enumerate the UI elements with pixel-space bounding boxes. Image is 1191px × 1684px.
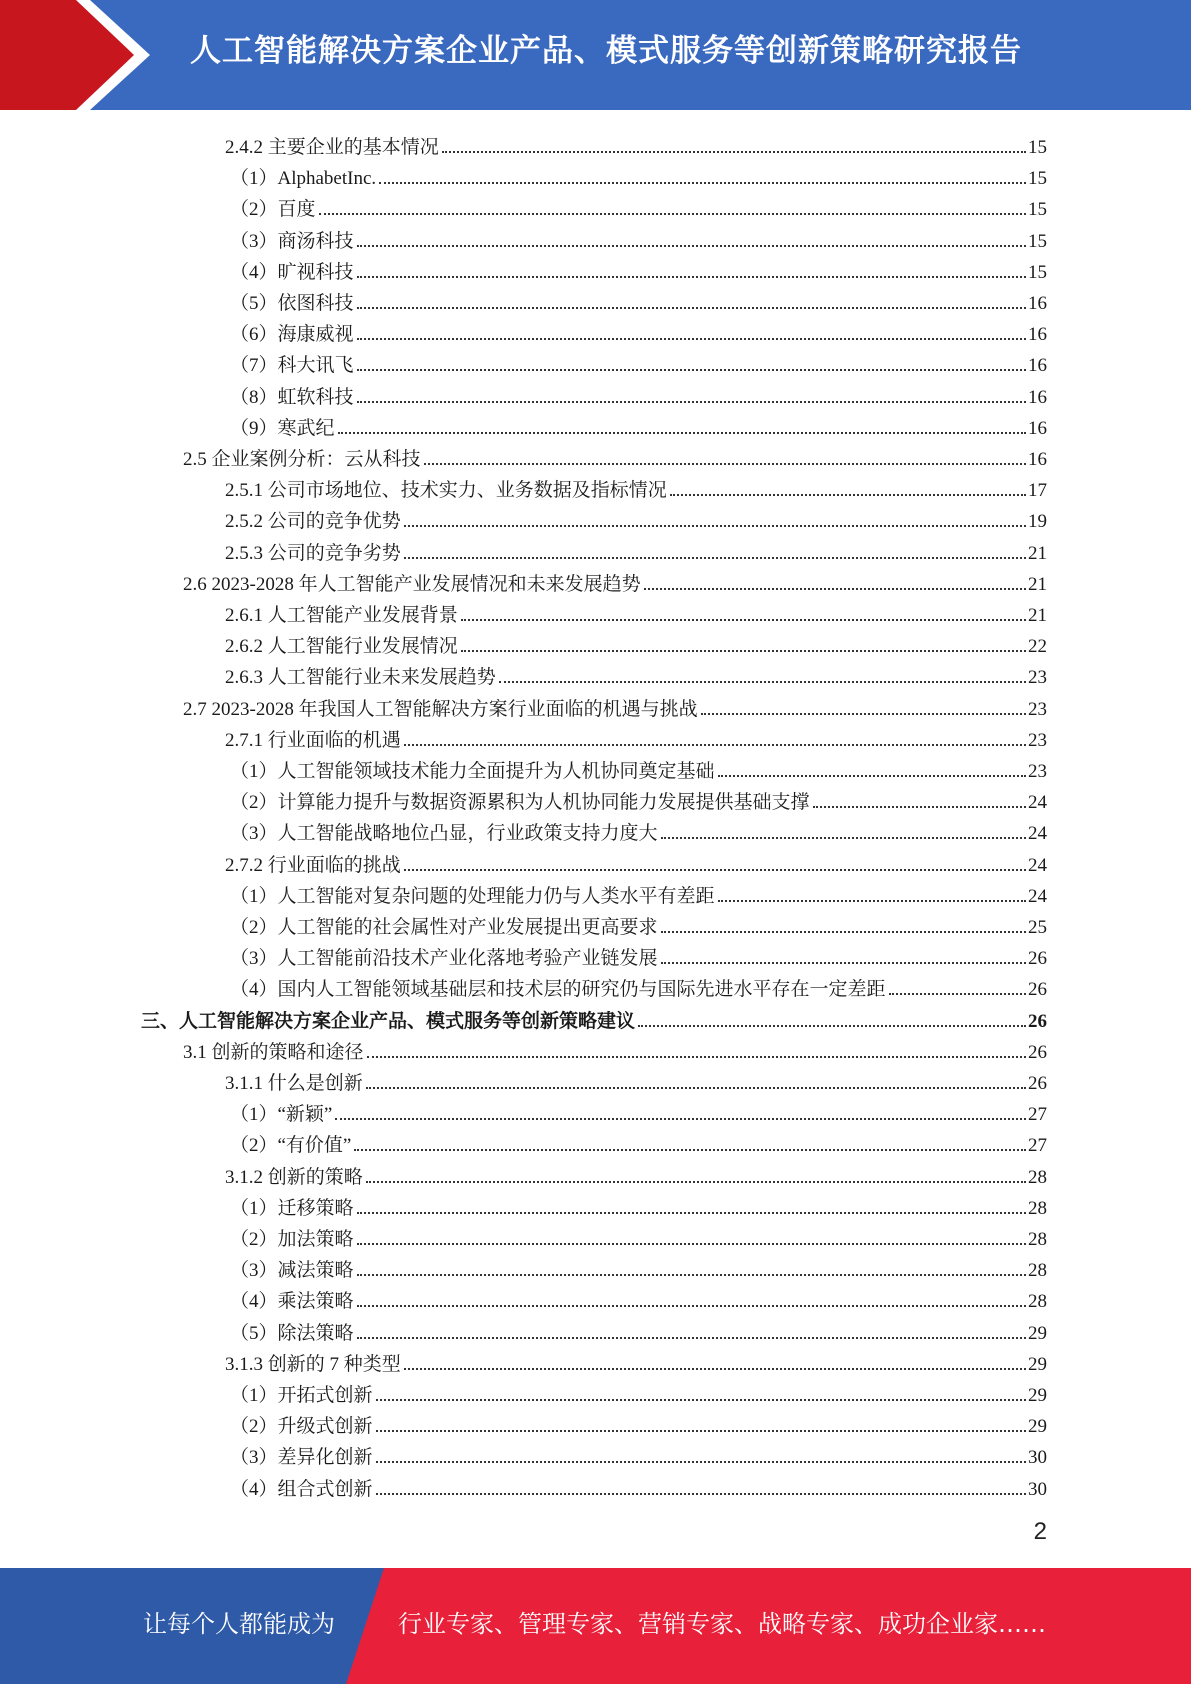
page-number: 2	[1033, 1518, 1047, 1545]
toc-entry[interactable]	[141, 1002, 1047, 1033]
toc-entry-page: 16	[1028, 386, 1047, 408]
toc-entry[interactable]	[183, 440, 1047, 471]
toc-entry-page: 21	[1028, 605, 1047, 626]
toc-dot-leader	[499, 681, 1026, 683]
toc-entry-page: 23	[1028, 698, 1047, 720]
toc-entry-label: 2.7.2 行业面临的挑战	[225, 854, 401, 876]
footer-slogan-right: 行业专家、管理专家、营销专家、战略专家、成功企业家……	[398, 1610, 1046, 1638]
toc-entry-page: 24	[1028, 823, 1047, 845]
toc-entry-label: （1）人工智能领域技术能力全面提升为人机协同奠定基础	[230, 761, 715, 782]
toc-entry-page: 15	[1028, 168, 1047, 190]
toc-dot-leader	[338, 432, 1026, 434]
toc-entry-label: （4）国内人工智能领域基础层和技术层的研究仍与国际先进水平存在一定差距	[230, 979, 886, 1001]
toc-entry-label: 2.6 2023-2028 年人工智能产业发展情况和未来发展趋势	[183, 573, 641, 595]
toc-entry-label: （4）旷视科技	[230, 261, 354, 283]
toc-entry-label: 三、人工智能解决方案企业产品、模式服务等创新策略建议	[141, 1010, 636, 1032]
toc-dot-leader	[889, 993, 1026, 995]
toc-dot-leader	[661, 962, 1026, 964]
toc-entry[interactable]	[230, 159, 1047, 190]
toc-entry-page: 25	[1028, 917, 1047, 938]
toc-dot-leader	[357, 245, 1026, 247]
toc-entry[interactable]	[230, 1438, 1047, 1469]
toc-entry[interactable]	[230, 752, 1047, 783]
toc-entry-page: 26	[1028, 1041, 1047, 1063]
toc-entry-page: 15	[1028, 137, 1047, 158]
toc-entry-page: 28	[1028, 1291, 1047, 1313]
toc-entry[interactable]	[225, 596, 1047, 627]
toc-entry-page: 26	[1028, 1073, 1047, 1094]
page-header	[0, 0, 1191, 110]
page-footer	[0, 1568, 1191, 1684]
toc-dot-leader	[354, 1149, 1026, 1151]
toc-entry[interactable]	[183, 565, 1047, 596]
toc-entry-label: （4）乘法策略	[230, 1291, 354, 1313]
toc-entry-label: （6）海康威视	[230, 324, 354, 346]
toc-dot-leader	[335, 1118, 1026, 1120]
toc-entry[interactable]	[230, 190, 1047, 221]
toc-entry-label: （2）人工智能的社会属性对产业发展提出更高要求	[230, 917, 658, 938]
toc-entry-page: 16	[1028, 355, 1047, 377]
toc-entry-label: （8）虹软科技	[230, 386, 354, 408]
toc-entry-page: 30	[1028, 1478, 1047, 1500]
toc-entry[interactable]	[225, 658, 1047, 689]
toc-dot-leader	[404, 1368, 1026, 1370]
toc-entry-page: 26	[1028, 979, 1047, 1001]
toc-entry-label: （3）商汤科技	[230, 230, 354, 252]
toc-entry-label: 2.6.2 人工智能行业发展情况	[225, 636, 458, 658]
toc-entry-label: （9）寒武纪	[230, 417, 335, 439]
toc-entry-label: （1）“新颖”	[230, 1104, 333, 1126]
toc-entry-page: 27	[1028, 1104, 1047, 1126]
toc-entry[interactable]	[230, 783, 1047, 814]
toc-entry-label: （2）百度	[230, 199, 316, 221]
toc-dot-leader	[718, 775, 1026, 777]
toc-dot-leader	[376, 1399, 1026, 1401]
toc-entry-label: 3.1.1 什么是创新	[225, 1073, 363, 1094]
toc-entry-label: （5）除法策略	[230, 1322, 354, 1344]
toc-entry-label: 2.6.3 人工智能行业未来发展趋势	[225, 667, 496, 689]
toc-entry[interactable]	[230, 346, 1047, 377]
toc-entry[interactable]	[183, 690, 1047, 721]
toc-dot-leader	[661, 837, 1026, 839]
toc-entry-label: （2）加法策略	[230, 1229, 354, 1250]
toc-entry-label: 3.1.3 创新的 7 种类型	[225, 1353, 401, 1375]
toc-entry-page: 17	[1028, 480, 1047, 502]
toc-dot-leader	[376, 1430, 1026, 1432]
toc-entry[interactable]	[230, 253, 1047, 284]
toc-dot-leader	[813, 806, 1026, 808]
toc-dot-leader	[404, 557, 1026, 559]
toc-entry-label: 2.5.3 公司的竞争劣势	[225, 542, 401, 564]
toc-entry-page: 15	[1028, 230, 1047, 252]
toc-dot-leader	[357, 1212, 1026, 1214]
toc-entry-label: （2）计算能力提升与数据资源累积为人机协同能力发展提供基础支撑	[230, 792, 810, 814]
toc-dot-leader	[701, 713, 1026, 715]
toc-entry-page: 27	[1028, 1135, 1047, 1157]
toc-dot-leader	[357, 1243, 1026, 1245]
toc-entry-label: （3）人工智能前沿技术产业化落地考验产业链发展	[230, 948, 658, 970]
toc-dot-leader	[357, 1305, 1026, 1307]
toc-entry-page: 30	[1028, 1447, 1047, 1469]
toc-dot-leader	[404, 869, 1026, 871]
toc-entry-page: 29	[1028, 1353, 1047, 1375]
toc-entry-page: 16	[1028, 417, 1047, 439]
toc-entry[interactable]	[230, 1314, 1047, 1345]
toc-entry[interactable]	[230, 284, 1047, 315]
toc-dot-leader	[638, 1025, 1026, 1027]
toc-dot-leader	[461, 619, 1026, 621]
toc-dot-leader	[379, 182, 1026, 184]
toc-dot-leader	[404, 525, 1026, 527]
toc-entry-page: 15	[1028, 199, 1047, 221]
toc-entry-page: 26	[1028, 948, 1047, 970]
toc-entry[interactable]	[225, 128, 1047, 159]
toc-dot-leader	[357, 307, 1026, 309]
toc-entry[interactable]	[230, 1376, 1047, 1407]
toc-entry-page: 26	[1028, 1010, 1047, 1032]
toc-entry-label: （1）人工智能对复杂问题的处理能力仍与人类水平有差距	[230, 885, 715, 907]
toc-entry-page: 29	[1028, 1322, 1047, 1344]
toc-entry[interactable]	[225, 471, 1047, 502]
toc-entry-page: 28	[1028, 1197, 1047, 1219]
toc-entry-page: 21	[1028, 542, 1047, 564]
toc-entry[interactable]	[230, 1189, 1047, 1220]
toc-dot-leader	[357, 1274, 1026, 1276]
toc-entry-label: 3.1.2 创新的策略	[225, 1166, 363, 1188]
toc-entry-label: 2.5.1 公司市场地位、技术实力、业务数据及指标情况	[225, 480, 667, 502]
toc-entry-label: （1）迁移策略	[230, 1197, 354, 1219]
toc-entry-label: （5）依图科技	[230, 293, 354, 314]
toc-entry[interactable]	[230, 222, 1047, 253]
toc-dot-leader	[442, 151, 1026, 153]
toc-dot-leader	[661, 931, 1026, 933]
toc-entry-page: 24	[1028, 854, 1047, 876]
toc-entry-page: 28	[1028, 1166, 1047, 1188]
toc-entry[interactable]	[230, 1251, 1047, 1282]
toc-entry-label: （3）差异化创新	[230, 1447, 373, 1469]
toc-entry-label: 2.4.2 主要企业的基本情况	[225, 137, 439, 158]
toc-dot-leader	[357, 401, 1026, 403]
toc-dot-leader	[357, 1337, 1026, 1339]
toc-dot-leader	[366, 1181, 1026, 1183]
toc-dot-leader	[670, 494, 1026, 496]
toc-entry[interactable]	[230, 877, 1047, 908]
toc-entry[interactable]	[230, 1470, 1047, 1501]
toc-entry-page: 24	[1028, 885, 1047, 907]
toc-dot-leader	[357, 338, 1026, 340]
toc-dot-leader	[718, 900, 1026, 902]
toc-dot-leader	[404, 744, 1026, 746]
toc-entry-page: 23	[1028, 729, 1047, 751]
toc-entry[interactable]	[230, 939, 1047, 970]
toc-entry-label: （2）升级式创新	[230, 1416, 373, 1438]
toc-dot-leader	[367, 1056, 1026, 1058]
toc-entry-label: 3.1 创新的策略和途径	[183, 1041, 364, 1063]
report-title: 人工智能解决方案企业产品、模式服务等创新策略研究报告	[190, 33, 1022, 69]
toc-entry-page: 16	[1028, 293, 1047, 314]
toc-entry-page: 23	[1028, 761, 1047, 782]
toc-entry[interactable]	[230, 970, 1047, 1001]
toc-entry-page: 16	[1028, 449, 1047, 470]
toc-entry-label: 2.5.2 公司的竞争优势	[225, 511, 401, 533]
toc-entry-page: 23	[1028, 667, 1047, 689]
toc-entry-label: 2.7.1 行业面临的机遇	[225, 729, 401, 751]
toc-entry[interactable]	[230, 1282, 1047, 1313]
toc-entry-page: 29	[1028, 1385, 1047, 1406]
toc-entry-page: 19	[1028, 511, 1047, 533]
toc-entry[interactable]	[225, 534, 1047, 565]
toc-entry-label: （4）组合式创新	[230, 1478, 373, 1500]
toc-entry[interactable]	[230, 1407, 1047, 1438]
toc-dot-leader	[376, 1493, 1026, 1495]
toc-entry[interactable]	[230, 409, 1047, 440]
toc-entry-label: （1）开拓式创新	[230, 1385, 373, 1406]
toc-entry[interactable]	[225, 1064, 1047, 1095]
toc-entry-page: 16	[1028, 324, 1047, 346]
toc-entry[interactable]	[230, 814, 1047, 845]
toc-entry-label: （1）AlphabetInc.	[230, 168, 377, 190]
toc-entry[interactable]	[225, 502, 1047, 533]
toc-dot-leader	[424, 463, 1026, 465]
toc-entry[interactable]	[225, 846, 1047, 877]
toc-entry-label: 2.5 企业案例分析：云从科技	[183, 449, 421, 470]
toc-entry[interactable]	[225, 1158, 1047, 1189]
toc-entry-label: （3）减法策略	[230, 1260, 354, 1282]
toc-entry[interactable]	[230, 315, 1047, 346]
toc-entry-page: 28	[1028, 1260, 1047, 1282]
toc-entry-page: 28	[1028, 1229, 1047, 1250]
toc-entry-label: （7）科大讯飞	[230, 355, 354, 377]
toc-entry[interactable]	[225, 1345, 1047, 1376]
toc-entry-page: 22	[1028, 636, 1047, 658]
toc-entry[interactable]	[230, 908, 1047, 939]
toc-entry-label: 2.7 2023-2028 年我国人工智能解决方案行业面临的机遇与挑战	[183, 698, 698, 720]
toc-entry-page: 21	[1028, 573, 1047, 595]
toc-entry[interactable]	[230, 1126, 1047, 1157]
toc-entry-label: 2.6.1 人工智能产业发展背景	[225, 605, 458, 626]
toc-entry-label: （3）人工智能战略地位凸显，行业政策支持力度大	[230, 823, 658, 845]
toc-entry[interactable]	[230, 1095, 1047, 1126]
toc-entry-page: 24	[1028, 792, 1047, 814]
toc-dot-leader	[319, 213, 1026, 215]
toc-entry[interactable]	[183, 1033, 1047, 1064]
toc-dot-leader	[366, 1087, 1026, 1089]
toc-entry[interactable]	[230, 1220, 1047, 1251]
footer-slogan-left: 让每个人都能成为	[143, 1610, 335, 1638]
toc-dot-leader	[644, 588, 1026, 590]
toc-entry[interactable]	[230, 378, 1047, 409]
toc-dot-leader	[461, 650, 1026, 652]
toc-entry[interactable]	[225, 627, 1047, 658]
toc-entry-label: （2）“有价值”	[230, 1135, 352, 1157]
toc-entry-page: 15	[1028, 261, 1047, 283]
toc-entry-page: 29	[1028, 1416, 1047, 1438]
toc-entry[interactable]	[225, 721, 1047, 752]
toc-dot-leader	[376, 1461, 1026, 1463]
toc-dot-leader	[357, 276, 1026, 278]
toc-dot-leader	[357, 369, 1026, 371]
